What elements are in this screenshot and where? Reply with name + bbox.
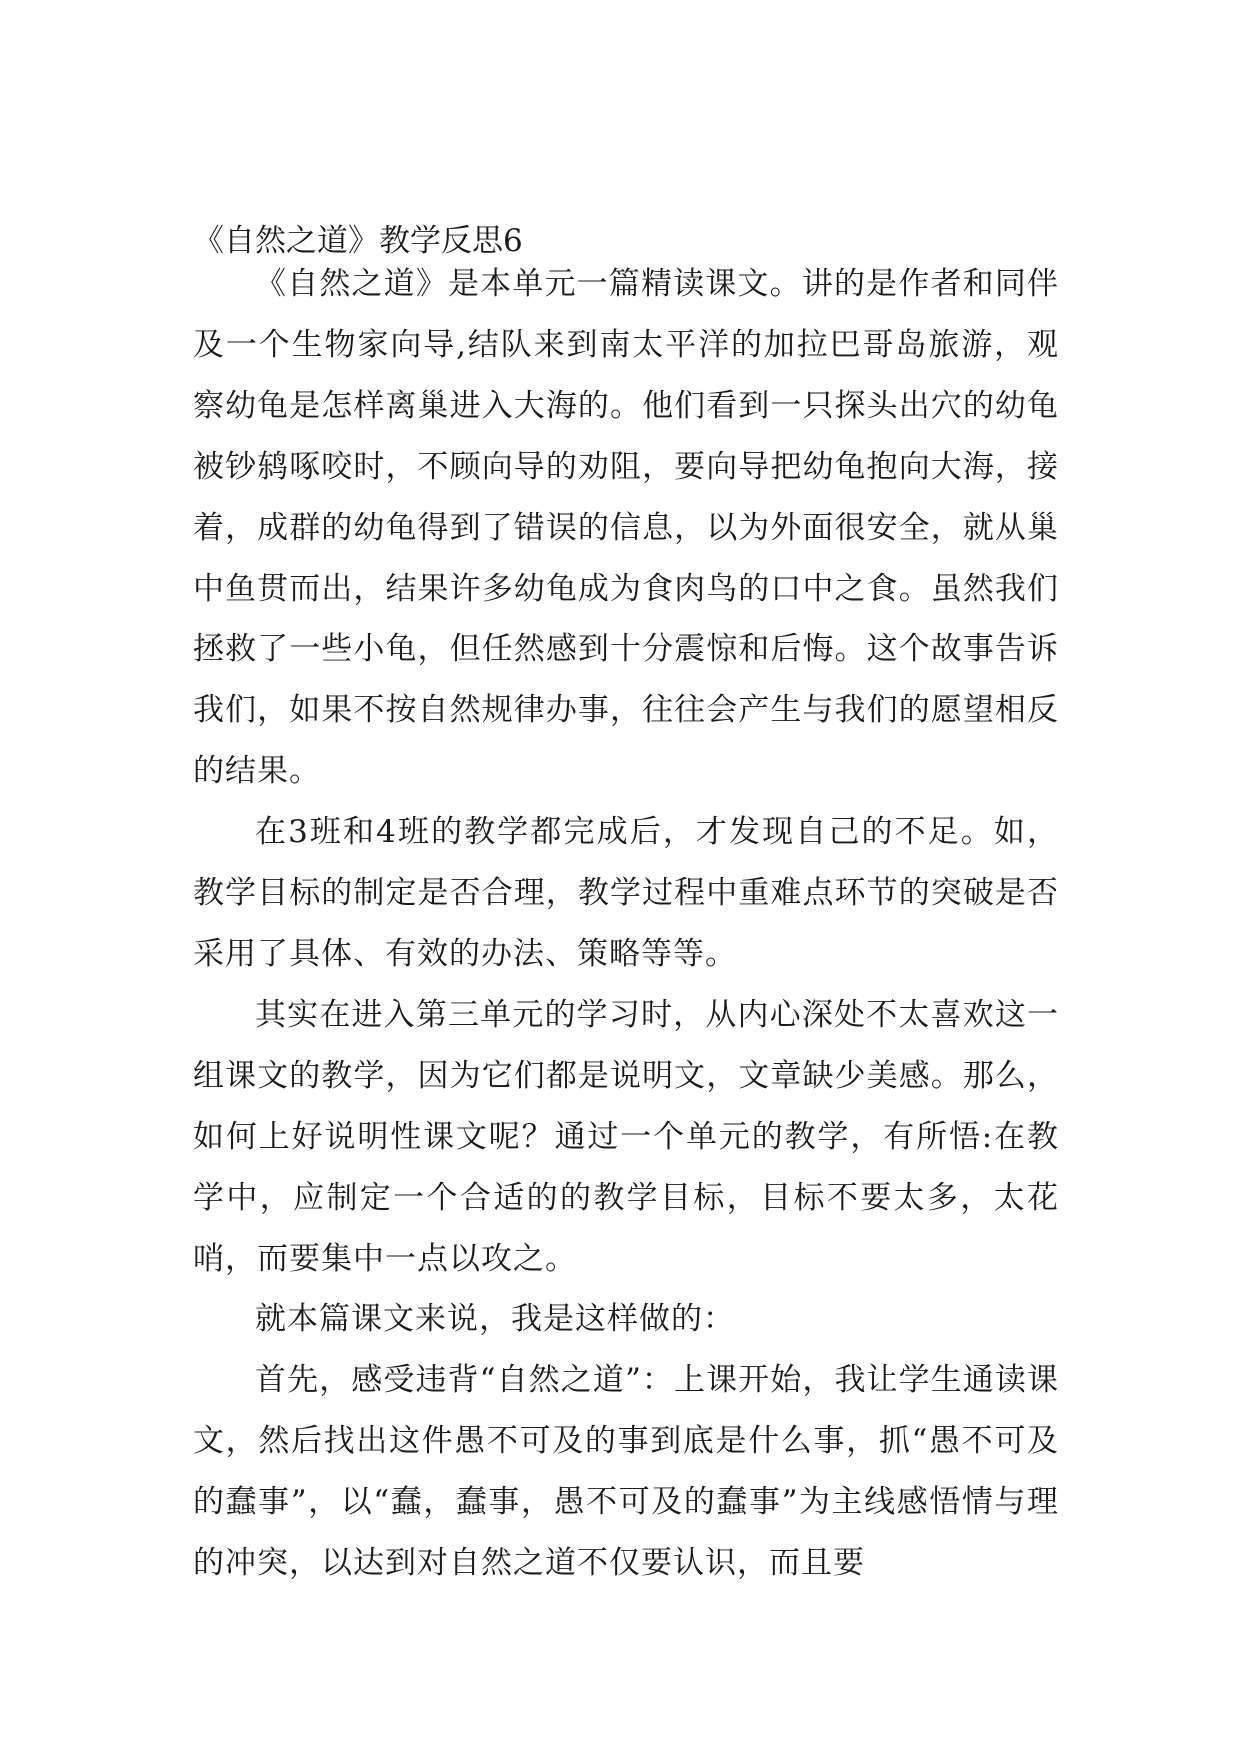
paragraph-1: 《自然之道》是本单元一篇精读课文。讲的是作者和同伴及一个生物家向导,结队来到南太平洋的加拉巴哥岛旅游，观察幼龟是怎样离巢进入大海的。他们看到一只探头出穴的幼龟被钞鸫啄咬时，不顾向导的劝阻，要向导把幼龟抱向大海，接着，成群的幼龟得到了错误的信息，以为外面很安全，就从巢中鱼贯而出，结果许多幼龟成为食肉鸟的口中之食。虽然我们拯救了一些小龟，但任然感到十分震惊和后悔。这个故事告诉我们，如果不按自然规律办事，往往会产生与我们的愿望相反的结果。 [193, 266, 1059, 790]
paragraph-2: 在3班和4班的教学都完成后，才发现自己的不足。如，教学目标的制定是否合理，教学过程中重难点环节的突破是否采用了具体、有效的办法、策略等等。 [193, 814, 1059, 972]
paragraph-5: 首先，感受违背“自然之道”：上课开始，我让学生通读课文，然后找出这件愚不可及的事到底是什么事，抓“愚不可及的蠢事”，以“蠢，蠢事，愚不可及的蠢事”为主线感悟情与理的冲突，以达到对自然之道不仅要认识，而且要 [193, 1362, 1059, 1582]
document-body [193, 254, 1059, 1594]
paragraph-4: 就本篇课文来说，我是这样做的： [255, 1301, 735, 1338]
document-title: 《自然之道》教学反思6 [193, 223, 523, 259]
paragraph-3: 其实在进入第三单元的学习时，从内心深处不太喜欢这一组课文的教学，因为它们都是说明文，文章缺少美感。那么，如何上好说明性课文呢？通过一个单元的教学，有所悟:在教学中，应制定一个合适的的教学目标，目标不要太多，太花哨，而要集中一点以攻之。 [193, 996, 1059, 1277]
